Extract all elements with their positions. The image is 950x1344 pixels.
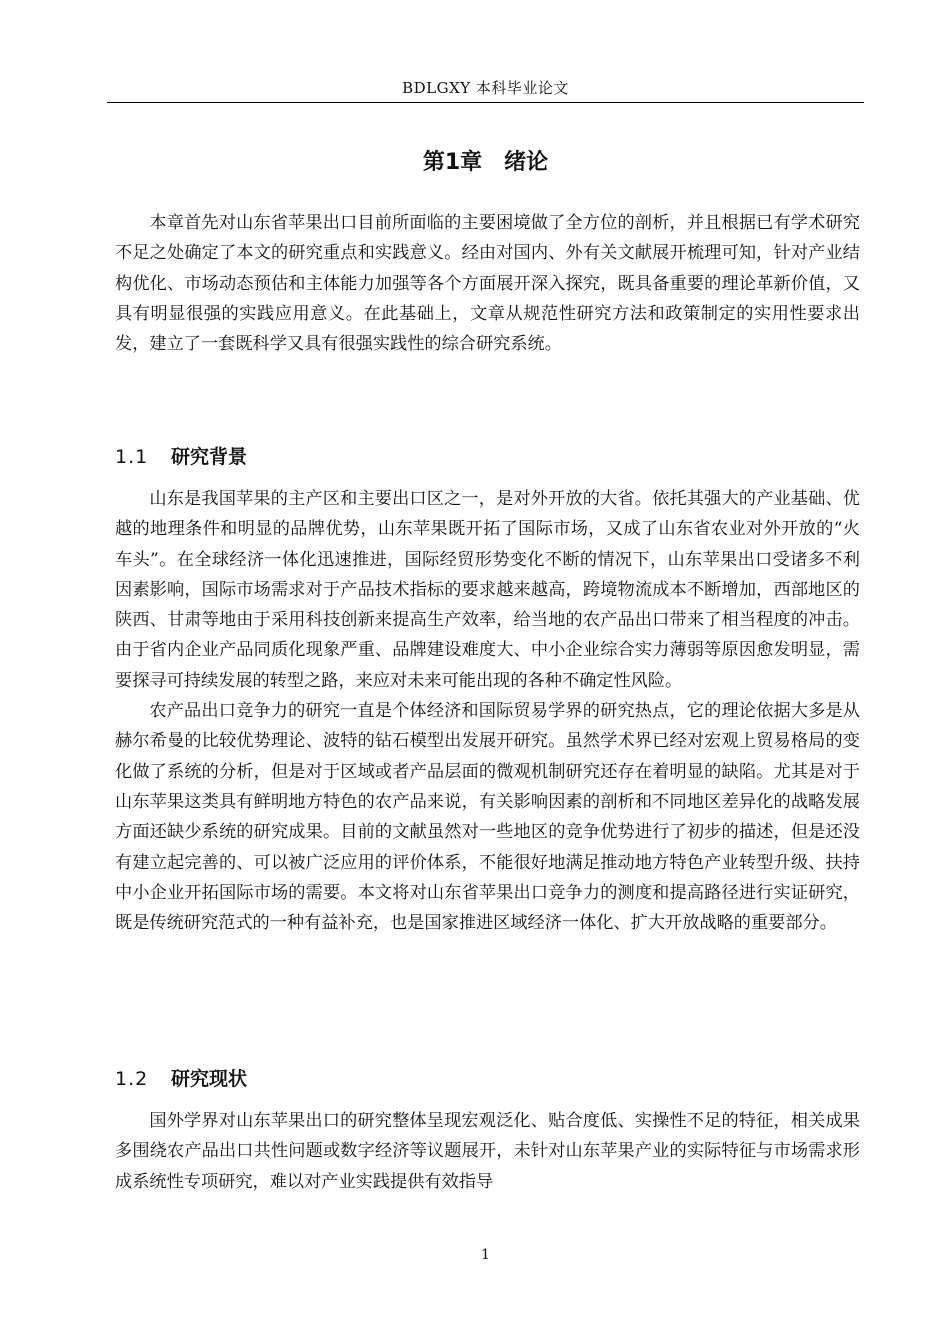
- header-rule: [107, 102, 864, 103]
- paragraph: 农产品出口竞争力的研究一直是个体经济和国际贸易学界的研究热点，它的理论依据大多是从赫尔希曼的比较优势理论、波特的钻石模型出发展开研究。虽然学术界已经对宏观上贸易格局的变化做了系统的分析，但是对于区域或者产品层面的微观机制研究还存在着明显的缺陷。尤其是对于山东苹果这类具有鲜明地方特色的农产品来说，有关影响因素的剖析和不同地区差异化的战略发展方面还缺少系统的研究成果。目前的文献虽然对一些地区的竞争优势进行了初步的描述，但是还没有建立起完善的、可以被广泛应用的评价体系，不能很好地满足推动地方特色产业转型升级、扶持中小企业开拓国际市场的需要。本文将对山东省苹果出口竞争力的测度和提高路径进行实证研究，既是传统研究范式的一种有益补充，也是国家推进区域经济一体化、扩大开放战略的重要部分。: [115, 701, 860, 934]
- section-title: 研究现状: [171, 1068, 248, 1090]
- paragraph: 山东是我国苹果的主产区和主要出口区之一，是对外开放的大省。依托其强大的产业基础、优越的地理条件和明显的品牌优势，山东苹果既开拓了国际市场，又成了山东省农业对外开放的“火车头”。在全球经济一体化迅速推进，国际经贸形势变化不断的情况下，山东苹果出口受诸多不利因素影响，国际市场需求对于产品技术指标的要求越来越高，跨境物流成本不断增加，西部地区的陕西、甘肃等地由于采用科技创新来提高生产效率，给当地的农产品出口带来了相当程度的冲击。由于省内企业产品同质化现象严重、品牌建设难度大、中小企业综合实力薄弱等原因愈发明显，需要探寻可持续发展的转型之路，来应对未来可能出现的各种不确定性风险。: [115, 489, 860, 691]
- section-number: 1.1: [115, 446, 149, 468]
- section-status-body: [115, 1106, 860, 1197]
- chapter-title: [107, 148, 864, 178]
- chapter-number: 第1章: [422, 150, 483, 175]
- chapter-name: 绪论: [504, 150, 549, 175]
- running-header: BDLGXY 本科毕业论文: [402, 79, 569, 97]
- intro-block: [115, 208, 860, 359]
- section-heading-status: [115, 1066, 247, 1092]
- paragraph: 国外学界对山东苹果出口的研究整体呈现宏观泛化、贴合度低、实操性不足的特征，相关成果多围绕农产品出口共性问题或数字经济等议题展开，未针对山东苹果产业的实际特征与市场需求形成系统性专项研究，难以对产业实践提供有效指导: [115, 1111, 860, 1192]
- section-number: 1.2: [115, 1068, 149, 1090]
- section-heading-background: [115, 444, 247, 470]
- section-background-body: [115, 484, 860, 938]
- section-title: 研究背景: [171, 446, 248, 468]
- intro-paragraph: 本章首先对山东省苹果出口目前所面临的主要困境做了全方位的剖析，并且根据已有学术研究不足之处确定了本文的研究重点和实践意义。经由对国内、外有关文献展开梳理可知，针对产业结构优化、市场动态预估和主体能力加强等各个方面展开深入探究，既具备重要的理论革新价值，又具有明显很强的实践应用意义。在此基础上，文章从规范性研究方法和政策制定的实用性要求出发，建立了一套既科学又具有很强实践性的综合研究系统。: [115, 213, 860, 355]
- page-number: 1: [481, 1247, 490, 1263]
